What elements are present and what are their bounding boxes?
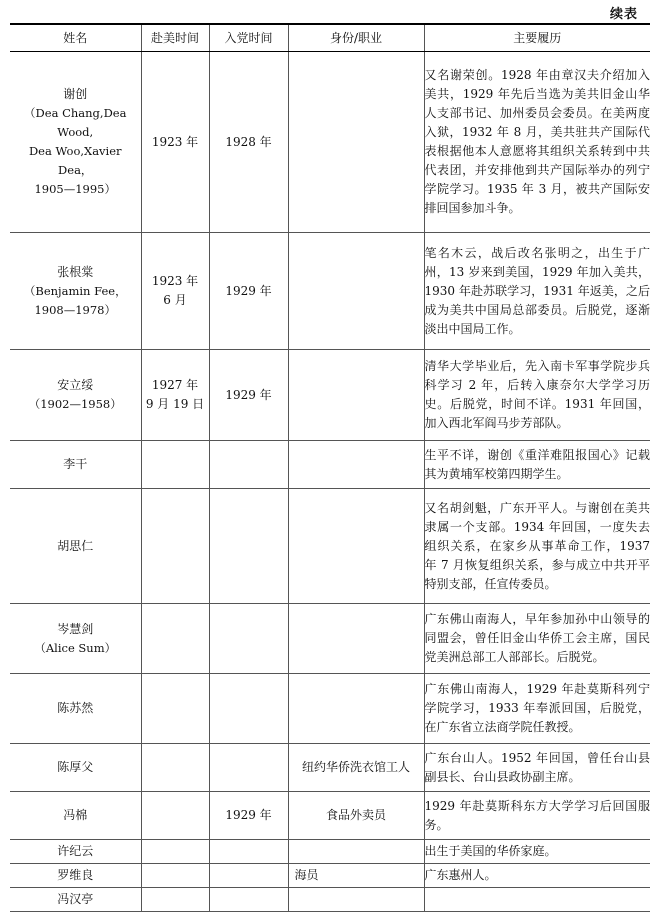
biography-cell: 广东佛山南海人，早年参加孙中山领导的同盟会，曾任旧金山华侨工会主席，国民党美洲总部工人部部长。后脱党。: [424, 604, 650, 674]
role-cell: [288, 441, 424, 489]
person-years: （1902—1958）: [28, 397, 122, 411]
biography-cell: 生平不详，谢创《重洋难阻报国心》记载其为黄埔军校第四期学生。: [424, 441, 650, 489]
name-cell: [10, 604, 141, 674]
biography-cell: 广东惠州人。: [424, 864, 650, 888]
person-alias: （Alice Sum）: [34, 640, 117, 655]
person-alias-line2: Dea Woo,Xavier Dea，: [28, 144, 122, 177]
column-header-joined: 入党时间: [209, 24, 288, 52]
biography-cell: 广东佛山南海人，1929 年赴莫斯科列宁学院学习，1933 年奉派回国，后脱党，在广东省立法商学院任教授。: [424, 674, 650, 744]
biography-cell: 清华大学毕业后，先入南卡军事学院步兵科学习 2 年，后转入康奈尔大学学习历史。后脱党，时间不详。1931 年回国，加入西北军阎马步芳部队。: [424, 350, 650, 441]
person-alias: （Dea Chang,Dea Wood,: [24, 106, 127, 139]
table-row: [10, 489, 650, 604]
arrival-date: 9 月 19 日: [145, 397, 205, 411]
joined-cell: 1929 年: [209, 233, 288, 350]
table-row: [10, 744, 650, 792]
arrival-cell: [141, 350, 209, 441]
column-header-name: 姓名: [10, 24, 141, 52]
table-row: [10, 792, 650, 840]
arrival-cell: [141, 233, 209, 350]
table-row: [10, 52, 650, 233]
role-cell: [288, 52, 424, 233]
arrival-year: 1927 年: [151, 378, 199, 392]
column-header-role: 身份/职业: [288, 24, 424, 52]
table-row: [10, 350, 650, 441]
table-row: [10, 888, 650, 912]
person-name: 冯棉: [10, 792, 141, 840]
person-name: 谢创: [63, 87, 88, 101]
arrival-cell: [141, 744, 209, 792]
arrival-cell: [141, 864, 209, 888]
biography-cell: 出生于美国的华侨家庭。: [424, 840, 650, 864]
arrival-cell: 1923 年: [141, 52, 209, 233]
person-name: 冯汉亭: [10, 888, 141, 912]
biography-cell: 又名胡剑魁，广东开平人。与谢创在美共隶属一个支部。1934 年回国，一度失去组织关系，在家乡从事革命工作，1937 年 7 月恢复组织关系，参与成立中共开平特别支部，任宣传委员。: [424, 489, 650, 604]
joined-cell: [209, 840, 288, 864]
joined-cell: [209, 604, 288, 674]
role-cell: [288, 350, 424, 441]
table-header-row: [10, 24, 650, 52]
joined-cell: [209, 674, 288, 744]
person-name: 张根棠: [57, 264, 94, 279]
table-row: [10, 674, 650, 744]
joined-cell: [209, 888, 288, 912]
table-row: [10, 441, 650, 489]
role-cell: [288, 233, 424, 350]
arrival-cell: [141, 489, 209, 604]
person-name: 陈厚父: [10, 744, 141, 792]
biography-cell: 又名谢荣创。1928 年由章汉夫介绍加入美共，1929 年先后当选为美共旧金山华人支部书记、加州委员会委员。在美两度入狱，1932 年 8 月，美共驻共产国际代表根据他本人意愿将其组织关系转到中共代表团，并安排他到共产国际举办的列宁学院学习。1935 年 3 月，被共产国际安排回国参加斗争。: [424, 52, 650, 233]
arrival-cell: [141, 840, 209, 864]
role-cell: [288, 489, 424, 604]
name-cell: [10, 233, 141, 350]
person-name: 岑慧剑: [57, 621, 94, 636]
table-row: [10, 233, 650, 350]
joined-cell: [209, 744, 288, 792]
biography-cell: 广东台山人。1952 年回国，曾任台山县副县长、台山县政协副主席。: [424, 744, 650, 792]
person-name: 陈苏然: [10, 674, 141, 744]
table-row: [10, 864, 650, 888]
biography-cell: [424, 888, 650, 912]
role-cell: [288, 604, 424, 674]
arrival-date: 6 月: [163, 293, 187, 307]
joined-cell: 1928 年: [209, 52, 288, 233]
column-header-arrival: 赴美时间: [141, 24, 209, 52]
person-name: 罗维良: [10, 864, 141, 888]
role-cell: 食品外卖员: [288, 792, 424, 840]
role-cell: 海员: [288, 864, 424, 888]
person-name: 安立绥: [57, 378, 94, 392]
name-cell: [10, 350, 141, 441]
arrival-year: 1923 年: [151, 274, 199, 288]
person-years: 1908—1978）: [34, 302, 117, 317]
person-name: 胡思仁: [10, 489, 141, 604]
arrival-cell: [141, 888, 209, 912]
table-row: [10, 604, 650, 674]
person-years: 1905—1995）: [34, 182, 117, 196]
joined-cell: 1929 年: [209, 350, 288, 441]
name-cell: [10, 52, 141, 233]
joined-cell: [209, 441, 288, 489]
arrival-cell: [141, 674, 209, 744]
role-cell: 纽约华侨洗衣馆工人: [288, 744, 424, 792]
arrival-cell: [141, 604, 209, 674]
person-name: 李干: [10, 441, 141, 489]
table-row: [10, 840, 650, 864]
arrival-cell: [141, 441, 209, 489]
biography-table: [10, 23, 650, 912]
biography-cell: 1929 年赴莫斯科东方大学学习后回国服务。: [424, 792, 650, 840]
role-cell: [288, 674, 424, 744]
person-alias: （Benjamin Fee，: [23, 283, 127, 298]
role-cell: [288, 888, 424, 912]
joined-cell: 1929 年: [209, 792, 288, 840]
person-name: 许纪云: [10, 840, 141, 864]
biography-cell: 笔名木云，战后改名张明之，出生于广州，13 岁来到美国，1929 年加入美共，1930 年赴苏联学习，1931 年返美，之后成为美共中国局总部委员。后脱党，逐渐淡出中国局工作。: [424, 233, 650, 350]
joined-cell: [209, 489, 288, 604]
continued-table-label: 续表: [609, 7, 638, 22]
role-cell: [288, 840, 424, 864]
column-header-biography: 主要履历: [424, 24, 650, 52]
joined-cell: [209, 864, 288, 888]
arrival-cell: [141, 792, 209, 840]
